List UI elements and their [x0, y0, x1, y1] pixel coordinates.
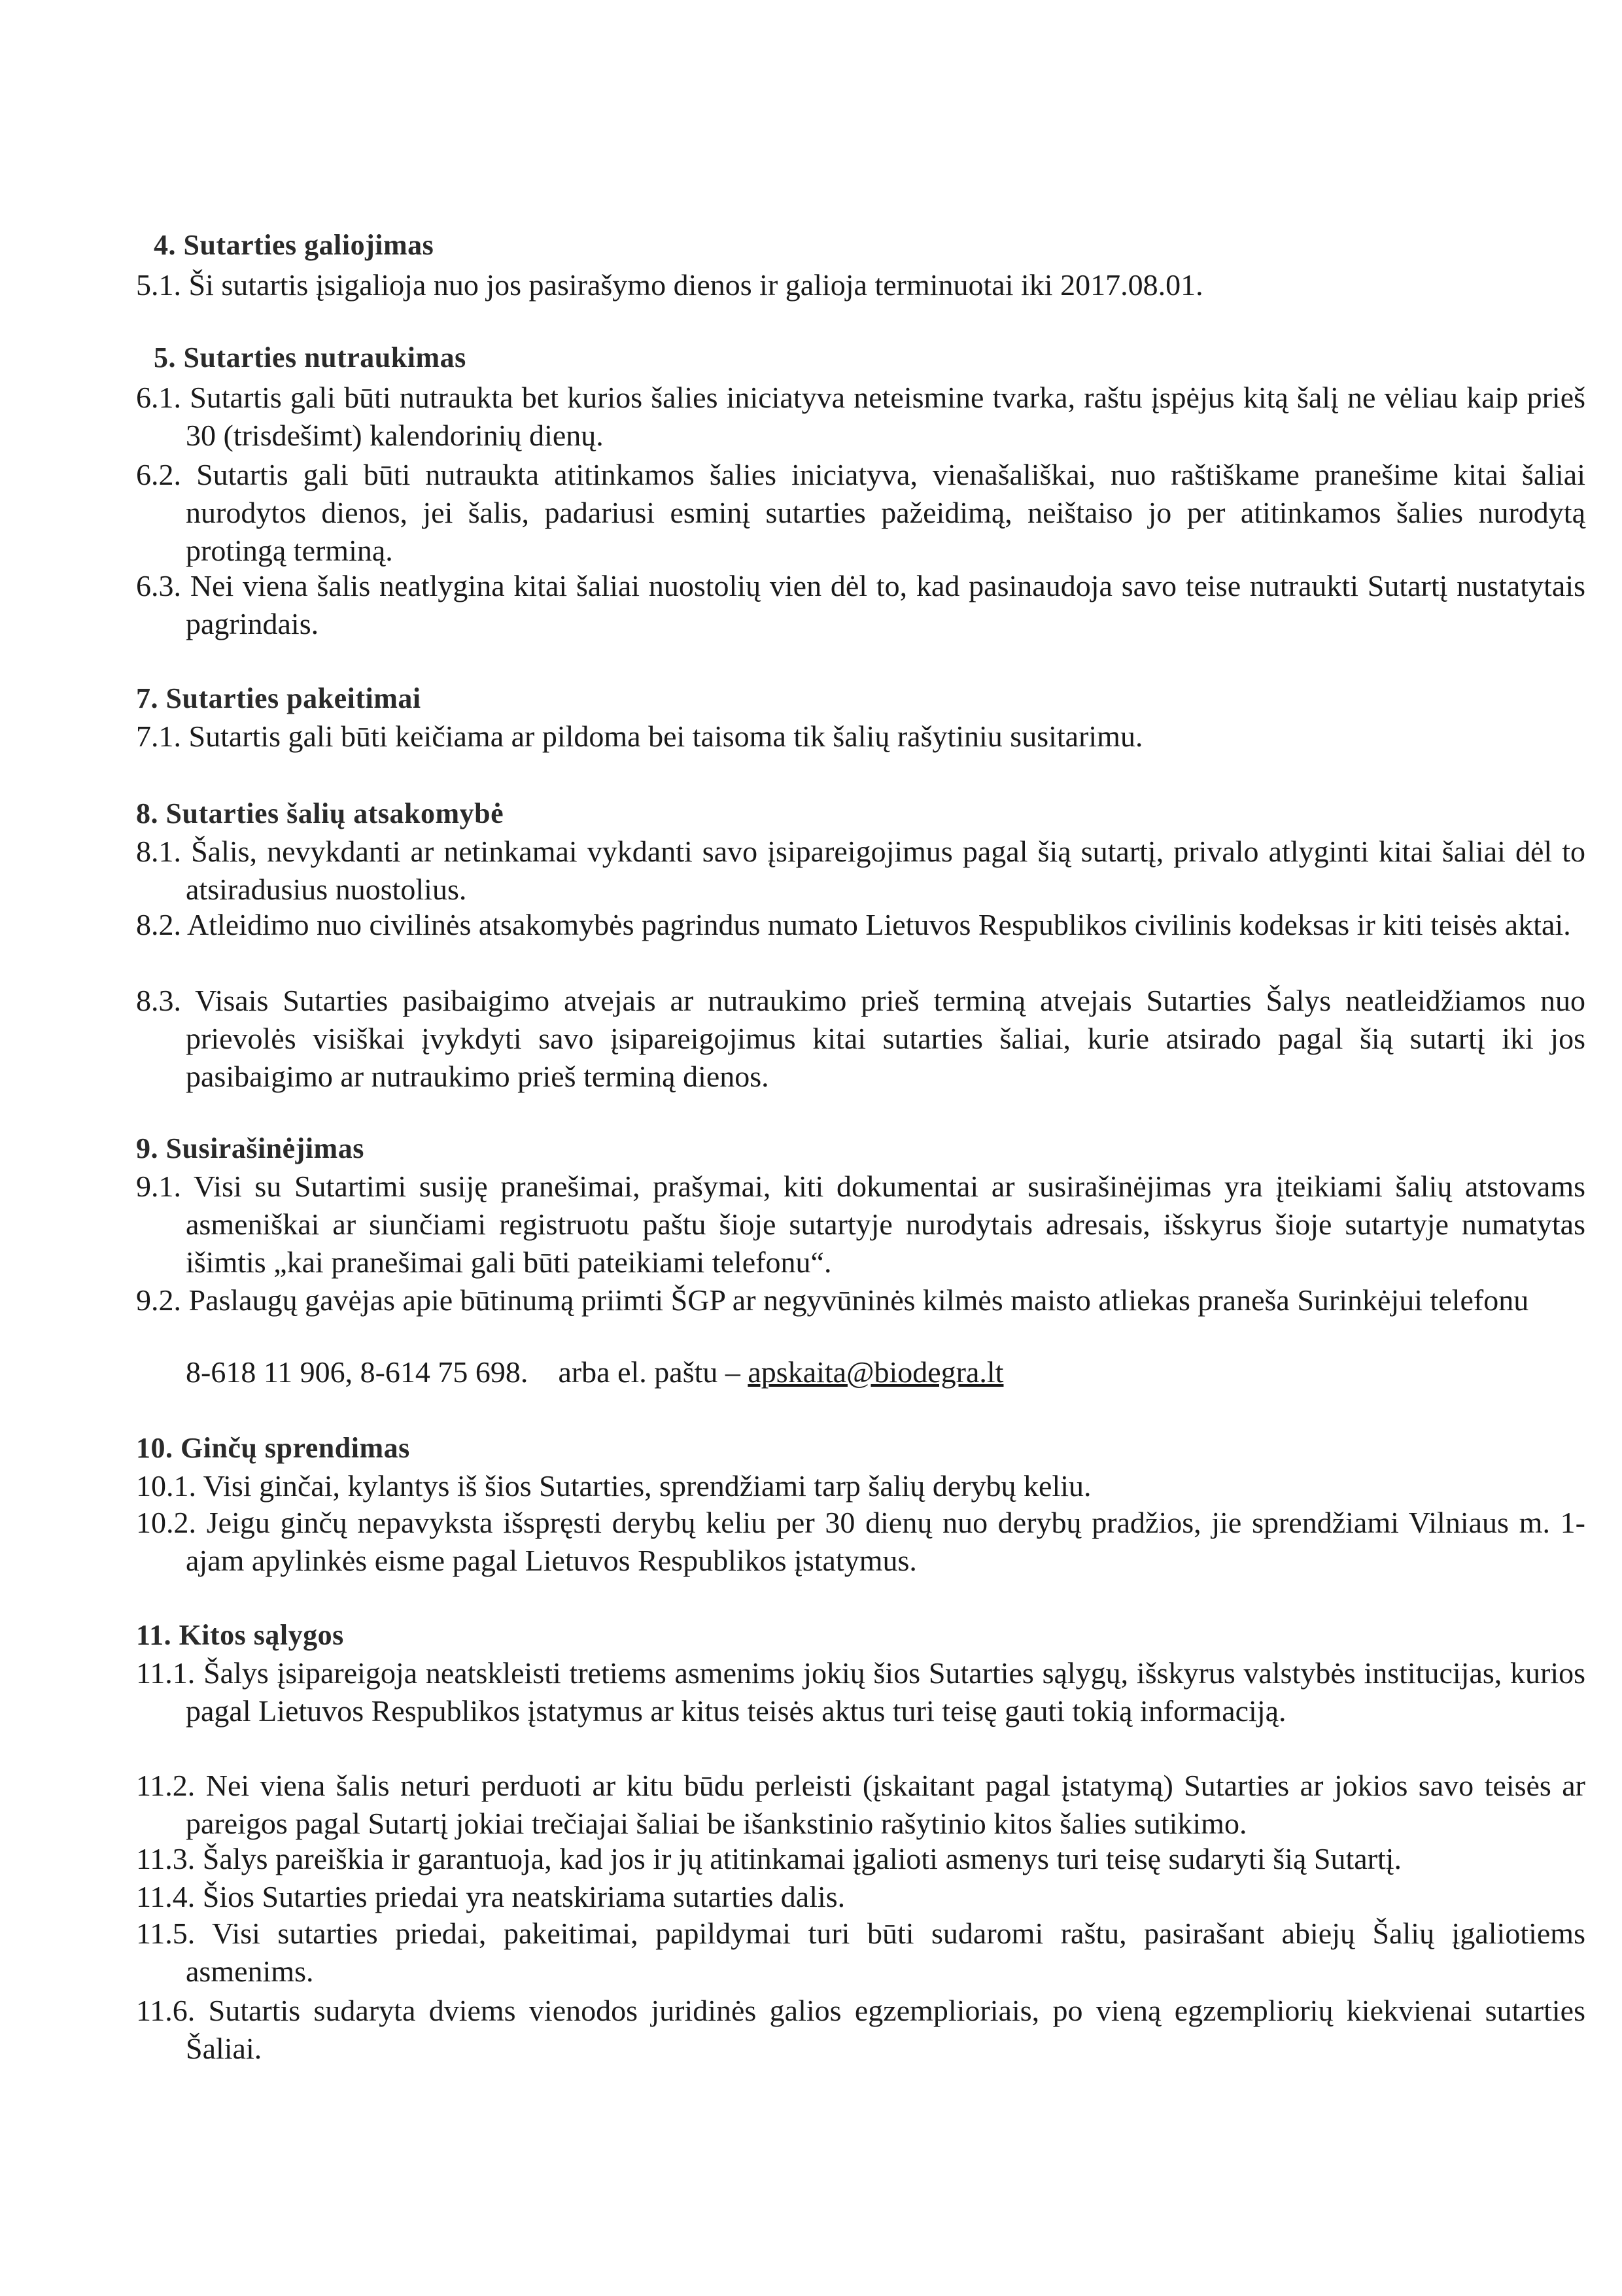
h-7: 7. Sutarties pakeitimai: [136, 682, 421, 714]
clause-text: Atleidimo nuo civilinės atsakomybės pagrindus numato Lietuvos Respublikos civilinis kodeksas ir kiti teisės aktai.: [186, 908, 1571, 941]
clause-10-2: [136, 1504, 1585, 1580]
clause-text: Sutartis gali būti keičiama ar pildoma bei taisoma tik šalių rašytiniu susitarimu.: [188, 720, 1143, 753]
clause-text: Sutartis gali būti nutraukta atitinkamos šalies iniciatyva, vienašališkai, nuo raštiškame pranešime kitai šaliai nurodytos dienos, jei šalis, padariusi esminį sutarties pažeidimą, neištaiso jo per atitinkamos šalies nurodytą protingą terminą.: [186, 458, 1585, 567]
h-5: 5. Sutarties nutraukimas: [154, 341, 466, 374]
clause-number: 6.1.: [136, 381, 181, 414]
clause-number: 11.4.: [136, 1880, 196, 1913]
clause-number: 11.3.: [136, 1842, 196, 1875]
clause-11-6: [136, 1992, 1585, 2068]
clause-text: Ši sutartis įsigalioja nuo jos pasirašymo dienos ir galioja terminuotai iki 2017.08.01.: [188, 268, 1203, 302]
clause-11-1: [136, 1654, 1585, 1730]
clause-number: 8.3.: [136, 984, 181, 1017]
clause-number: 11.1.: [136, 1656, 196, 1690]
or-email-label: arba el. paštu –: [558, 1355, 740, 1389]
clause-text: Nei viena šalis neatlygina kitai šaliai nuostolių vien dėl to, kad pasinaudoja savo teise nutraukti Sutartį nustatytais pagrindais.: [186, 569, 1585, 640]
clause-11-5: [136, 1915, 1585, 1991]
clause-11-3: [136, 1840, 1585, 1878]
clause-6-1: [136, 379, 1585, 455]
clause-number: 8.1.: [136, 835, 181, 868]
contact-line: [186, 1353, 1003, 1391]
clause-8-3: [136, 982, 1585, 1096]
clause-number: 10.1.: [136, 1469, 196, 1503]
clause-number: 9.1.: [136, 1170, 181, 1203]
clause-11-4: [136, 1878, 1585, 1916]
clause-text: Paslaugų gavėjas apie būtinumą priimti ŠGP ar negyvūninės kilmės maisto atliekas praneša Surinkėjui telefonu: [188, 1283, 1529, 1317]
email-link[interactable]: apskaita@biodegra.lt: [748, 1355, 1004, 1389]
h-8: 8. Sutarties šalių atsakomybė: [136, 797, 504, 829]
clause-text: Šalys įsipareigoja neatskleisti tretiems asmenims jokių šios Sutarties sąlygų, išskyrus valstybės institucijas, kurios pagal Lietuvos Respublikos įstatymus ar kitus teisės aktus turi teisę gauti tokią informaciją.: [186, 1656, 1586, 1728]
clause-6-3: [136, 567, 1585, 643]
clause-text: Visais Sutarties pasibaigimo atvejais ar nutraukimo prieš terminą atvejais Sutarties Šalys neatleidžiamos nuo prievolės visiškai įvykdyti savo įsipareigojimus kitai sutarties šaliai, kurie atsirado pagal šią sutartį iki jos pasibaigimo ar nutraukimo prieš terminą dienos.: [186, 984, 1586, 1093]
clause-number: 9.2.: [136, 1283, 181, 1317]
clause-10-1: [136, 1467, 1585, 1505]
h-4: 4. Sutarties galiojimas: [154, 229, 434, 261]
clause-7-1: [136, 718, 1585, 756]
clause-number: 11.2.: [136, 1769, 196, 1802]
h-10: 10. Ginčų sprendimas: [136, 1432, 410, 1464]
clause-text: Sutartis sudaryta dviems vienodos juridinės galios egzemplioriais, po vieną egzempliorių kiekvienai sutarties Šaliai.: [186, 1994, 1586, 2065]
h-11: 11. Kitos sąlygos: [136, 1619, 344, 1651]
clause-text: Visi ginčai, kylantys iš šios Sutarties, sprendžiami tarp šalių derybų keliu.: [203, 1469, 1092, 1503]
clause-9-1: [136, 1168, 1585, 1281]
clause-text: Visi su Sutartimi susiję pranešimai, prašymai, kiti dokumentai ar susirašinėjimas yra įteikiami šalių atstovams asmeniškai ar siunčiami registruotu paštu šioje sutartyje nurodytais adresais, išskyrus šioje sutartyje numatytas išimtis „kai pranešimai gali būti pateikiami telefonu“.: [186, 1170, 1585, 1279]
clause-text: Šios Sutarties priedai yra neatskiriama sutarties dalis.: [202, 1880, 846, 1913]
h-9: 9. Susirašinėjimas: [136, 1132, 364, 1164]
clause-number: 7.1.: [136, 720, 181, 753]
clause-text: Šalys pareiškia ir garantuoja, kad jos ir jų atitinkamai įgalioti asmenys turi teisę sudaryti šią Sutartį.: [202, 1842, 1402, 1875]
clause-number: 5.1.: [136, 268, 181, 302]
phone-numbers: 8-618 11 906, 8-614 75 698.: [186, 1355, 528, 1389]
clause-5-1: [136, 266, 1585, 304]
clause-text: Nei viena šalis neturi perduoti ar kitu būdu perleisti (įskaitant pagal įstatymą) Sutarties ar jokios savo teisės ar pareigos pagal Sutartį jokiai trečiajai šaliai be išankstinio rašytinio kitos šalies sutikimo.: [186, 1769, 1585, 1840]
clause-11-2: [136, 1767, 1585, 1843]
clause-number: 11.5.: [136, 1917, 196, 1950]
clause-number: 10.2.: [136, 1506, 196, 1539]
clause-text: Sutartis gali būti nutraukta bet kurios šalies iniciatyva neteismine tvarka, raštu įspėjus kitą šalį ne vėliau kaip prieš 30 (trisdešimt) kalendorinių dienų.: [186, 381, 1586, 452]
clause-9-2: [136, 1281, 1585, 1319]
clause-8-1: [136, 833, 1585, 909]
clause-number: 11.6.: [136, 1994, 196, 2027]
clause-8-2: [136, 906, 1585, 944]
clause-number: 6.2.: [136, 458, 181, 491]
clause-6-2: [136, 456, 1585, 570]
clause-text: Šalis, nevykdanti ar netinkamai vykdanti savo įsipareigojimus pagal šią sutartį, privalo atlyginti kitai šaliai dėl to atsiradusius nuostolius.: [186, 835, 1585, 906]
clause-text: Jeigu ginčų nepavyksta išspręsti derybų keliu per 30 dienų nuo derybų pradžios, jie sprendžiami Vilniaus m. 1-ajam apylinkės eisme pagal Lietuvos Respublikos įstatymus.: [186, 1506, 1585, 1577]
clause-number: 8.2.: [136, 908, 181, 941]
clause-text: Visi sutarties priedai, pakeitimai, papildymai turi būti sudaromi raštu, pasirašant abiejų Šalių įgaliotiems asmenims.: [186, 1917, 1585, 1988]
clause-number: 6.3.: [136, 569, 181, 602]
